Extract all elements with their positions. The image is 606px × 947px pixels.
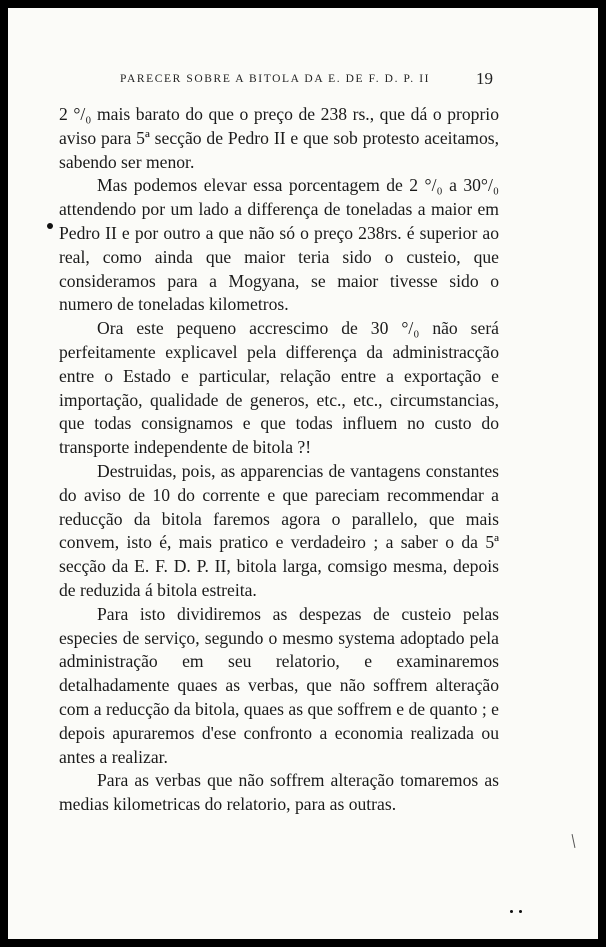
- paragraph: 2 °/₀ mais barato do que o preço de 238 rs., que dá o proprio aviso para 5ª secção de Pedro II e que sob protesto aceitamos, sabendo ser menor.: [59, 104, 499, 172]
- ink-dot-mark: [519, 910, 522, 913]
- paragraph: Destruidas, pois, as apparencias de vantagens constantes do aviso de 10 do corrente e que pareciam recommendar a reducção da bitola faremos agora o parallelo, que mais convem, isto é, mais pratico e verdadeiro ; a saber o da 5ª secção da E. F. D. P. II, bitola larga, comsigo mesma, depois de reduzida á bitola estreita.: [59, 460, 499, 600]
- paragraph: Mas podemos elevar essa porcentagem de 2 °/₀ a 30°/₀ attendendo por um lado a differença de toneladas a maior em Pedro II e por outro a que não só o preço 238rs. é superior ao real, como ainda que maior teria sido o custeio, que consideramos para a Mogyana, se maior tivesse sido o numero de toneladas kilometros.: [59, 175, 499, 315]
- body-text: [59, 103, 499, 817]
- ink-dot-mark: [47, 223, 53, 229]
- margin-stroke-mark: [572, 834, 576, 848]
- page-number: 19: [476, 69, 493, 88]
- page-header: [8, 66, 598, 92]
- paragraph: Para as verbas que não soffrem alteração tomaremos as medias kilometricas do relatorio, para as outras.: [59, 770, 499, 815]
- paragraph: Ora este pequeno accrescimo de 30 °/₀ não será perfeitamente explicavel pela differença da administracção entre o Estado e particular, relação entre a exportação e importação, qualidade de generos, etc., etc., circumstancias, que todas consignamos e que todas influem no custo do transporte independente de bitola ?!: [59, 318, 499, 458]
- ink-dot-mark: [510, 910, 513, 913]
- book-page: [8, 8, 598, 939]
- paragraph: Para isto dividiremos as despezas de custeio pelas especies de serviço, segundo o mesmo systema adoptado pela administração em seu relatorio, e examinaremos detalhadamente quaes as verbas, que não soffrem alteração com a reducção da bitola, quaes as que soffrem e de quanto ; e depois apuraremos d'ese confronto a economia realizada ou antes a realizar.: [59, 603, 499, 767]
- running-title: PARECER SOBRE A BITOLA DA E. DE F. D. P. II: [120, 73, 431, 85]
